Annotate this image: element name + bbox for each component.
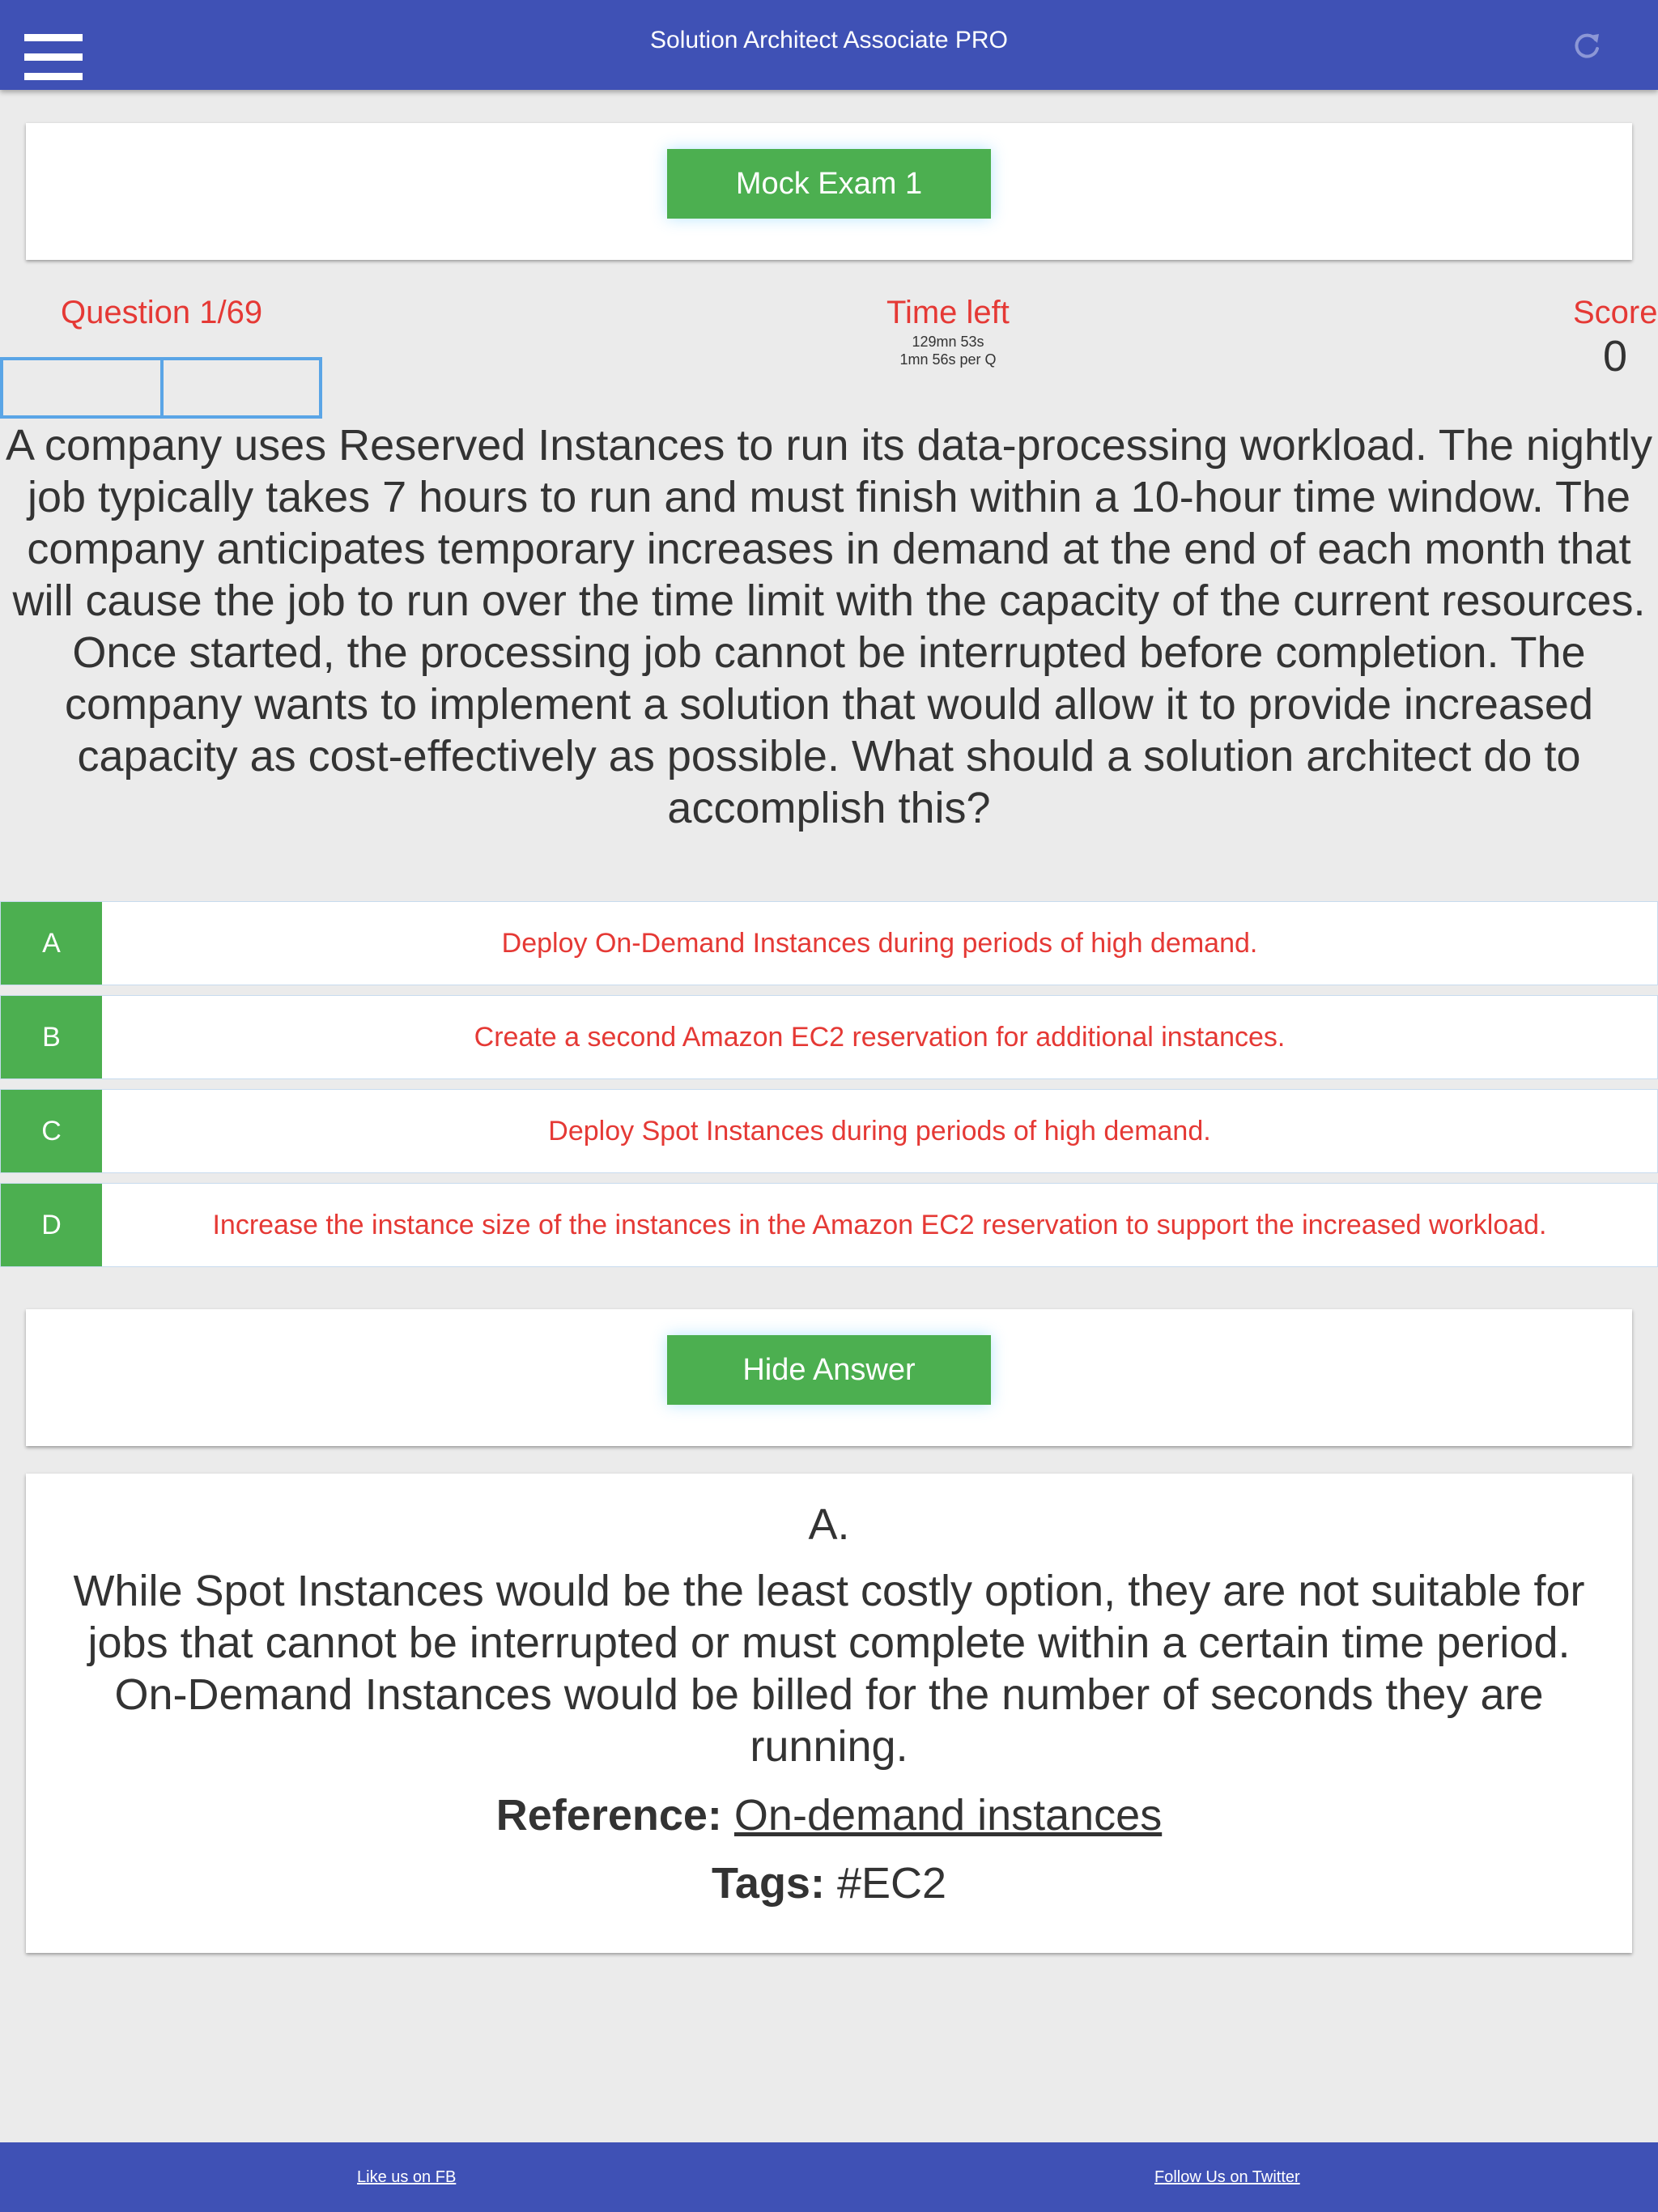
score-value: 0 [1602,332,1628,381]
time-per-question: 1mn 56s per Q [899,351,997,368]
option-d[interactable] [0,1183,1658,1267]
reference-line [0,1789,1658,1841]
refresh-icon[interactable] [1571,29,1603,62]
option-letter: C [1,1090,102,1172]
option-text: Increase the instance size of the instances in the Amazon EC2 reservation to support the increased workload. [212,1210,1547,1240]
correct-answer-letter: A. [808,1500,850,1549]
reference-label: Reference: [495,1791,722,1840]
mock-exam-button[interactable]: Mock Exam 1 [667,149,991,219]
previous-question-box[interactable] [0,357,164,419]
app-header [0,0,1658,90]
tags-line [0,1857,1658,1909]
footer [0,2142,1658,2212]
answer-explanation: While Spot Instances would be the least costly option, they are not suitable for jobs that cannot be interrupted or must complete within a certain time period. On-Demand Instances would be billed for the number of seconds they are running. [73,1567,1585,1771]
answer-toggle-card [26,1309,1632,1446]
score-label: Score [1573,295,1658,330]
option-letter: B [1,996,102,1078]
tags-value: #EC2 [836,1859,947,1908]
time-left-label: Time left [886,295,1010,330]
facebook-link[interactable]: Like us on FB [357,2168,457,2186]
option-letter: A [1,902,102,985]
option-text: Deploy Spot Instances during periods of high demand. [548,1116,1211,1146]
time-remaining: 129mn 53s [912,334,984,350]
tags-label: Tags: [711,1859,825,1908]
exam-card [26,123,1632,260]
question-counter: Question 1/69 [61,295,263,330]
question-text: A company uses Reserved Instances to run its data-processing workload. The nightly job typically takes 7 hours to run and must finish within a 10-hour time window. The company anticipates temporary increases in demand at the end of each month that will cause the job to run over the time limit with the capacity of the current resources. Once started, the processing job cannot be interrupted before completion. The company wants to implement a solution that would allow it to provide increased capacity as cost-effectively as possible. What should a solution architect do to accomplish this? [5,421,1653,832]
app-title: Solution Architect Associate PRO [650,27,1008,53]
option-c[interactable] [0,1089,1658,1173]
option-b[interactable] [0,995,1658,1079]
reference-link[interactable]: On-demand instances [733,1791,1163,1840]
option-letter: D [1,1184,102,1266]
twitter-link[interactable]: Follow Us on Twitter [1154,2168,1300,2186]
option-a[interactable] [0,901,1658,985]
next-question-box[interactable] [160,357,322,419]
hide-answer-button[interactable]: Hide Answer [667,1335,991,1405]
option-text: Create a second Amazon EC2 reservation for additional instances. [474,1022,1286,1053]
option-text: Deploy On-Demand Instances during periods of high demand. [501,928,1258,959]
